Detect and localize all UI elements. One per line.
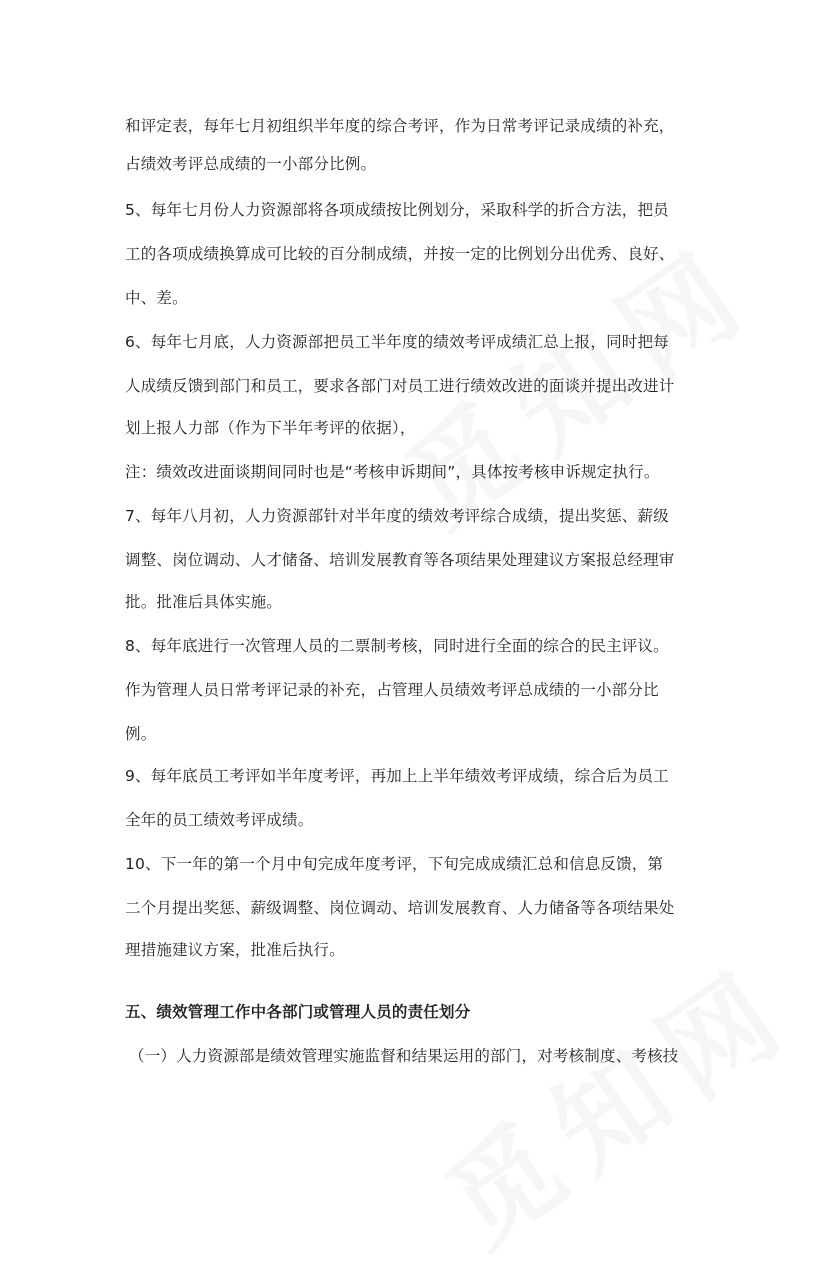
text-line: 7、每年八月初，人力资源部针对半年度的绩效考评综合成绩，提出奖惩、薪级 [125,507,669,525]
text-line: 中、差。 [125,289,188,307]
text-line: 工的各项成绩换算成可比较的百分制成绩，并按一定的比例划分出优秀、良好、 [125,245,675,263]
text-line: 划上报人力部（作为下半年考评的依据）， [125,419,416,437]
text-line: 8、每年底进行一次管理人员的二票制考核，同时进行全面的综合的民主评议。 [125,637,669,655]
section-heading: 五、绩效管理工作中各部门或管理人员的责任划分 [125,1003,471,1021]
text-line: 和评定表，每年七月初组织半年度的综合考评，作为日常考评记录成绩的补充， [125,117,675,135]
text-line: 全年的员工绩效考评成绩。 [125,811,314,829]
text-line: 占绩效考评总成绩的一小部分比例。 [125,155,377,173]
text-line: 注：绩效改进面谈期间同时也是“考核申诉期间”，具体按考核申诉规定执行。 [125,463,660,481]
text-line: 人成绩反馈到部门和员工，要求各部门对员工进行绩效改进的面谈并提出改进计 [125,377,675,395]
text-line: 10、下一年的第一个月中旬完成年度考评，下旬完成成绩汇总和信息反馈，第 [125,855,664,873]
text-line: 批。批准后具体实施。 [125,593,283,611]
text-line: 5、每年七月份人力资源部将各项成绩按比例划分，采取科学的折合方法，把员 [125,201,669,219]
text-line: 6、每年七月底，人力资源部把员工半年度的绩效考评成绩汇总上报，同时把每 [125,333,669,351]
text-line: 调整、岗位调动、人才储备、培训发展教育等各项结果处理建议方案报总经理审 [125,551,675,569]
text-line: （一）人力资源部是绩效管理实施监督和结果运用的部门，对考核制度、考核技 [129,1047,679,1065]
watermark-bottom [410,922,820,1275]
text-line: 理措施建议方案，批准后执行。 [125,941,345,959]
text-line: 二个月提出奖惩、薪级调整、岗位调动、培训发展教育、人力储备等各项结果处 [125,899,675,917]
text-line: 作为管理人员日常考评记录的补充，占管理人员绩效考评总成绩的一小部分比 [125,681,659,699]
text-line: 9、每年底员工考评如半年度考评，再加上上半年绩效考评成绩，综合后为员工 [125,767,669,785]
text-line: 例。 [125,725,157,743]
